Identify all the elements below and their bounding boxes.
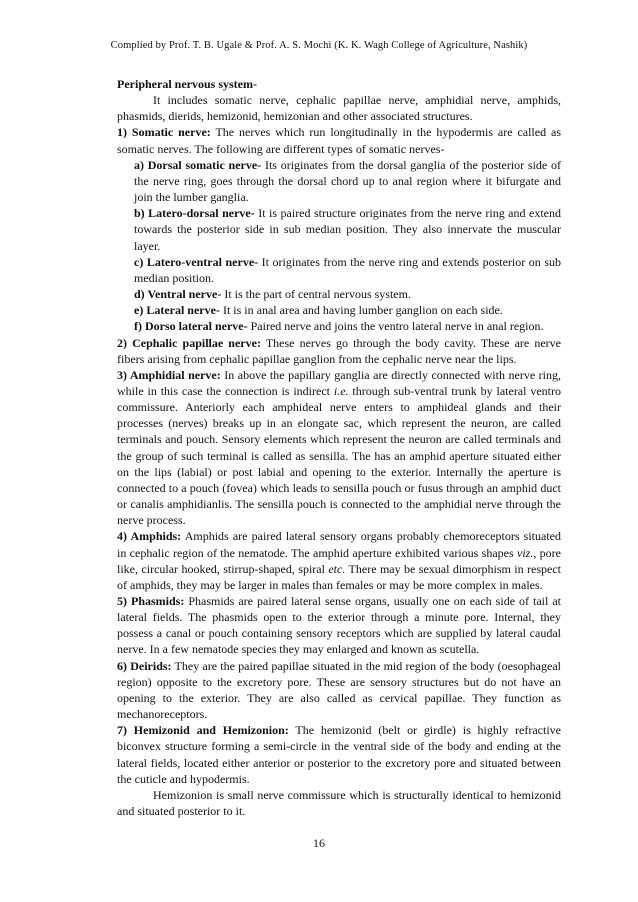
somatic-heading: 1) Somatic nerve: [117,125,211,140]
deirids-paragraph: 6) Deirids: They are the paired papillae situated in the mid region of the body (oesophageal region) opposite to the excretory pore. These are sensory structures but do not have an opening to the exterior. They are also called as cervical papillae. They function as mechanoreceptors. [117,658,561,722]
page-content [117,76,561,819]
hemizonion-paragraph: Hemizonion is small nerve commissure which is structurally identical to hemizonid and situated posterior to it. [117,787,561,819]
subtype-item: a) Dorsal somatic nerve- Its originates from the dorsal ganglia of the posterior side of the nerve ring, goes through the dorsal chord up to anal region where it bifurgate and join the lumber ganglia. [134,157,561,205]
subtype-item: f) Dorso lateral nerve- Paired nerve and joins the ventro lateral nerve in anal region. [134,319,544,334]
subtype-item: e) Lateral nerve- It is in anal area and having lumber ganglion on each side. [134,303,503,318]
phasmids-paragraph: 5) Phasmids: Phasmids are paired lateral sense organs, usually one on each side of tail at lateral fields. The phasmids open to the exterior through a minute pore. Internal, they possess a canal or pouch containing sensory receptors which are supplied by lateral caudal nerve. In a few nematode species they may enlarged and known as scutella. [117,594,561,657]
subtype-item: c) Latero-ventral nerve- It originates from the nerve ring and extends posterior on sub median position. [134,254,561,285]
somatic-subtypes [117,157,561,335]
hemizonid-paragraph: 7) Hemizonid and Hemizonion: The hemizonid (belt or girdle) is highly refractive biconvex structure forming a semi-circle in the ventral side of the body and ending at the lateral fields, located either anterior or posterior to the excretory pore and situated between the cuticle and hypodermis. [117,723,561,786]
page-number: 16 [313,836,325,850]
subtype-item: b) Latero-dorsal nerve- It is paired structure originates from the nerve ring and extend towards the posterior side in sub median position. They also innervate the muscular layer. [134,206,561,253]
section-title: Peripheral nervous system- [117,77,257,91]
intro-paragraph: It includes somatic nerve, cephalic papillae nerve, amphidial nerve, amphids, phasmids, dierids, hemizonid, hemizonian and other associated structures. [117,93,561,124]
amphidial-paragraph: 3) Amphidial nerve: In above the papillary ganglia are directly connected with nerve ring, while in this case the connection is indirect i.e. through sub-ventral trunk by lateral ventro commissure. Anteriorly each amphideal nerve enters to amphideal glands and their processes (nerves) breaks up in an elongate sac, which represent the neuron, are called terminals and pouch. Sensory elements which represent the neuron are called terminals and the group of such terminal is called as sensilla. The has an amphid aperture situated either on the lips (labial) or post labial and opening to the exterior. Internally the aperture is connected to a pouch (fovea) which leads to sensilla pouch or fusus through an amphid duct or canalis amphidianlis. The sensilla pouch is connected to the amphidial nerve through the nerve process. [117,367,561,528]
somatic-nerve-paragraph: 1) Somatic nerve: The nerves which run longitudinally in the hypodermis are called as somatic nerves. The following are different types of somatic nerves- [117,125,561,156]
amphids-paragraph: 4) Amphids: Amphids are paired lateral sensory organs probably chemoreceptors situated in cephalic region of the nematode. The amphid aperture exhibited various shapes viz., pore like, circular hooked, stirrup-shaped, spiral etc. There may be sexual dimorphism in respect of amphids, they may be larger in males than females or may be more complex in males. [117,529,562,592]
cephalic-paragraph: 2) Cephalic papillae nerve: These nerves go through the body cavity. These are nerve fibers arising from cephalic papillae ganglion from the cephalic nerve near the lips. [117,335,561,366]
subtype-item: d) Ventral nerve- It is the part of central nervous system. [134,287,411,302]
page-header: Complied by Prof. T. B. Ugale & Prof. A. S. Mochi (K. K. Wagh College of Agriculture, Nashik) [110,40,528,51]
